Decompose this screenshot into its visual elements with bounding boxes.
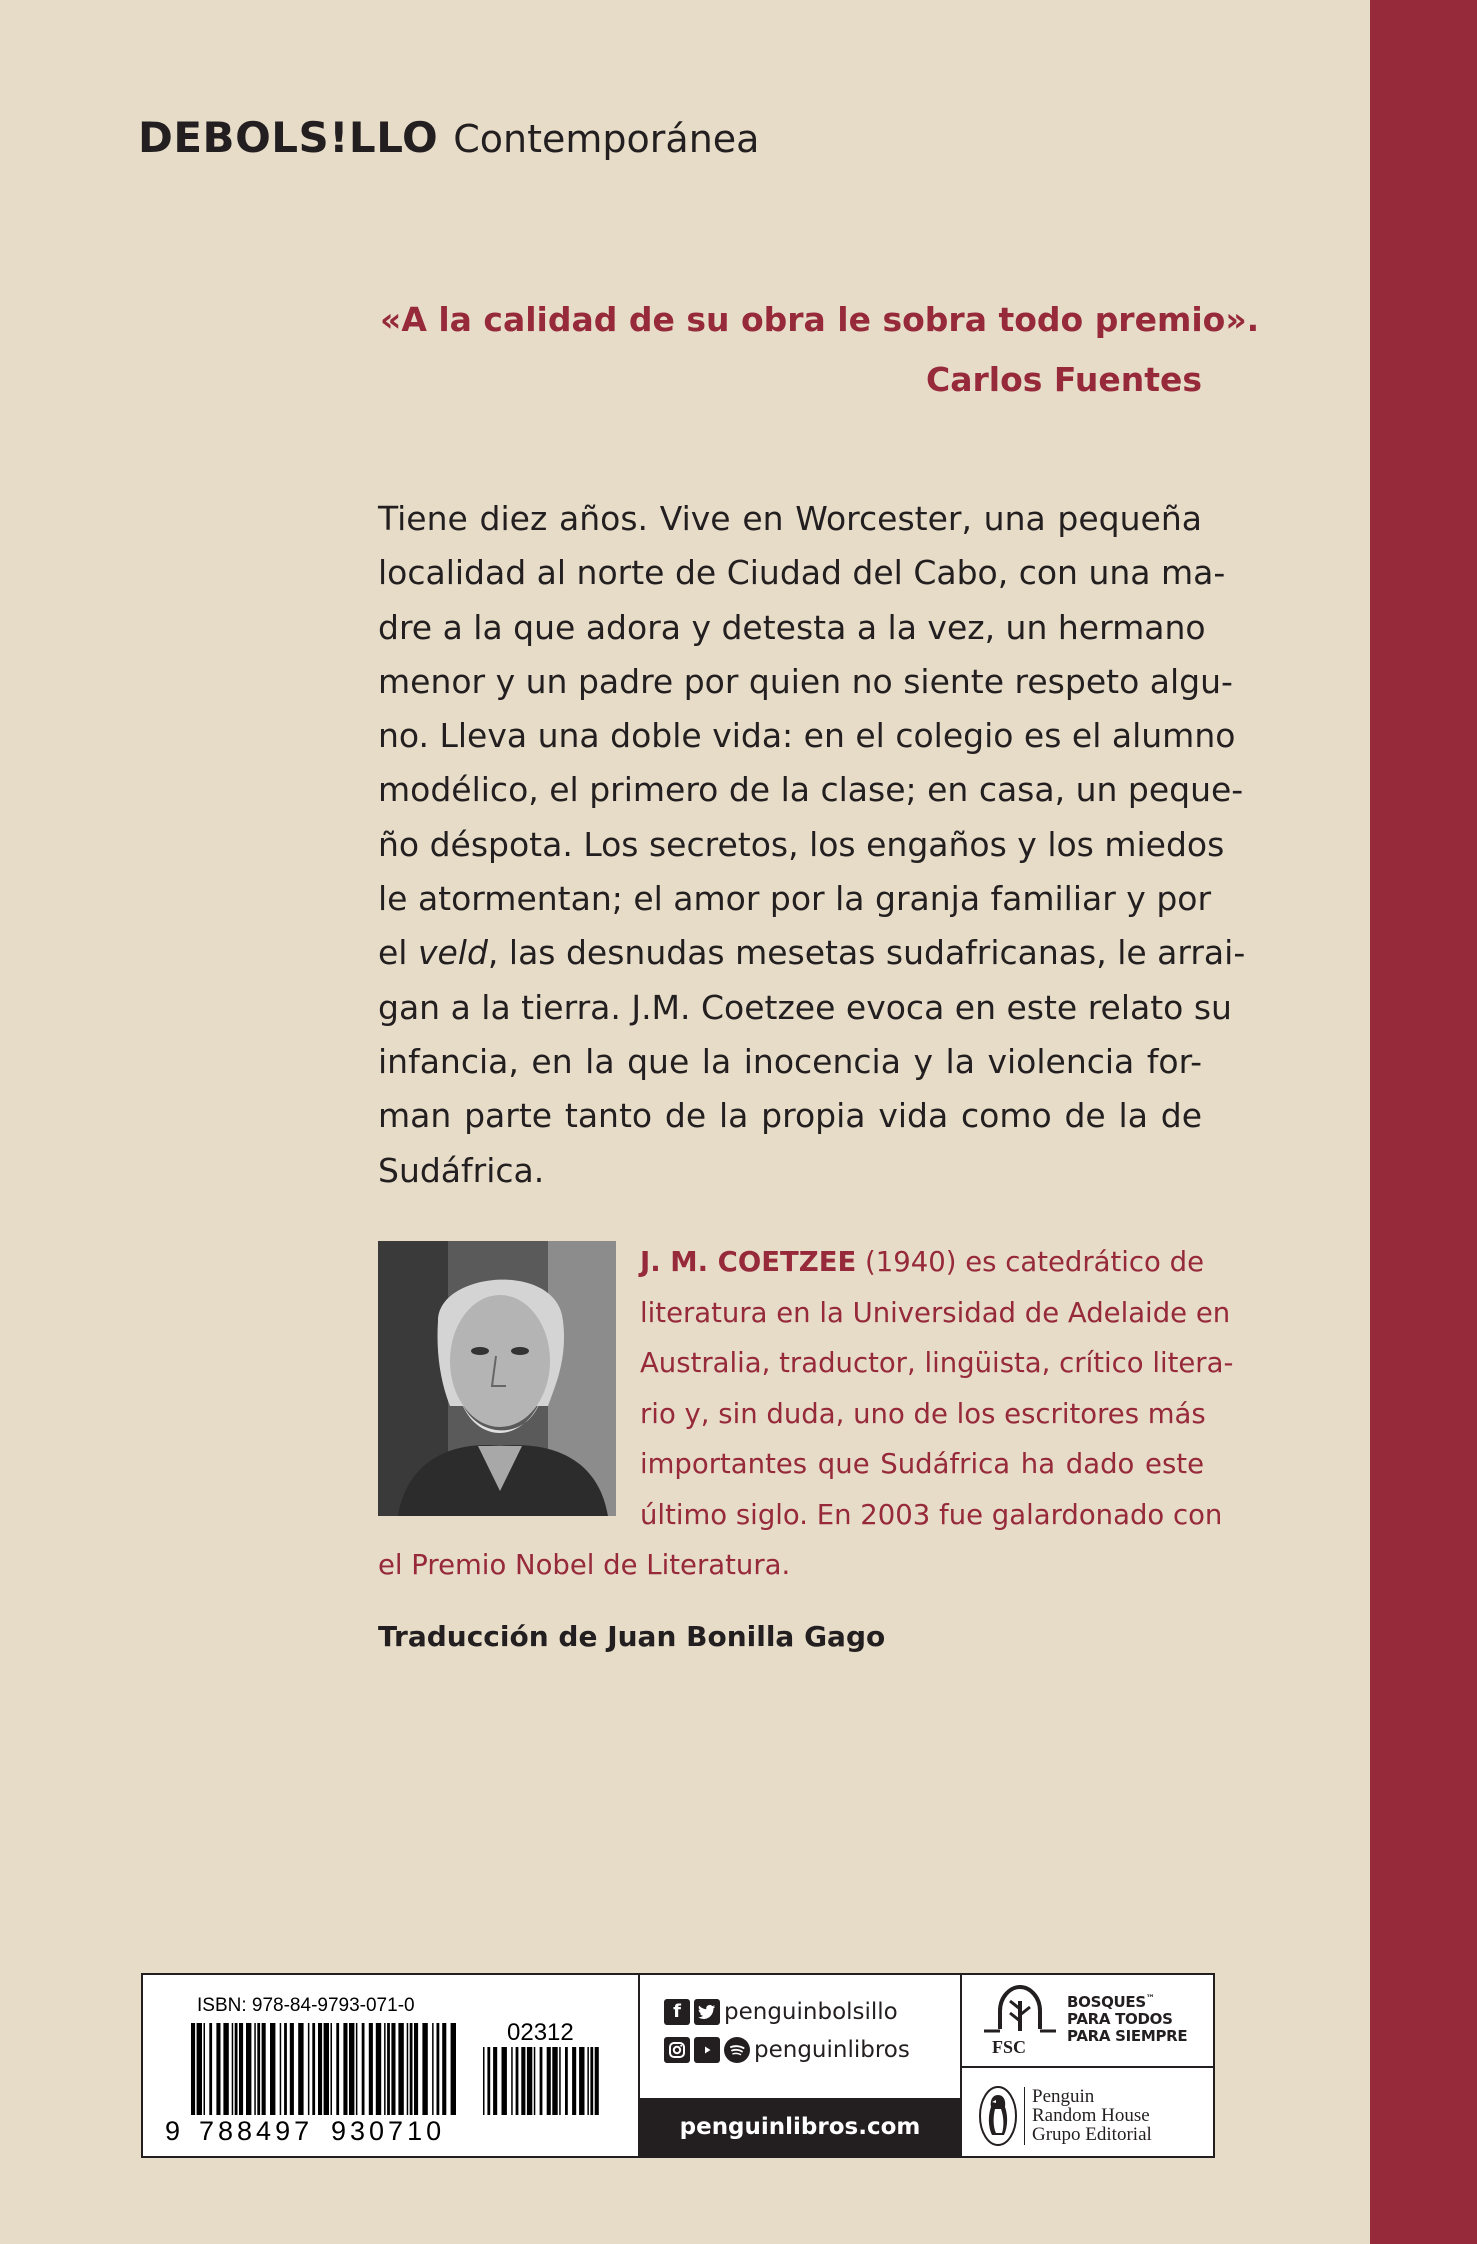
facebook-icon[interactable]: f xyxy=(664,1999,690,2025)
barcode-bar xyxy=(197,2023,202,2115)
synopsis-line: Sudáfrica. xyxy=(378,1150,545,1190)
bio-fragment: (1940) es catedrático de xyxy=(856,1246,1204,1278)
synopsis-line: man parte tanto de la propia vida como de la de xyxy=(378,1096,1202,1136)
fsc-slogan-line: BOSQUES xyxy=(1067,1993,1146,2011)
barcode-bar xyxy=(308,2023,310,2115)
author-bio xyxy=(378,1237,1234,1591)
barcode-bar xyxy=(235,2023,238,2115)
bio-line: último siglo. En 2003 fue galardonado con xyxy=(640,1498,1223,1531)
barcode-bar xyxy=(384,2023,386,2115)
barcode-bar xyxy=(270,2023,275,2115)
synopsis-line: gan a la tierra. J.M. Coetzee evoca en este relato su xyxy=(378,987,1232,1027)
barcode-bar xyxy=(572,2047,576,2115)
barcode-bar xyxy=(559,2047,561,2115)
barcode-bar xyxy=(502,2047,507,2115)
barcode-bar xyxy=(209,2023,212,2115)
twitter-icon[interactable] xyxy=(694,1999,720,2025)
synopsis-line: no. Lleva una doble vida: en el colegio es el alumno xyxy=(378,716,1236,756)
barcode-bar xyxy=(324,2023,329,2115)
barcode-bar xyxy=(239,2023,243,2115)
barcode-bar xyxy=(343,2023,347,2115)
barcode-digits-left: 788497 xyxy=(199,2116,314,2146)
barcode-bar xyxy=(547,2047,551,2115)
synopsis-line: ño déspota. Los secretos, los engaños y los miedos xyxy=(378,824,1225,864)
barcode-bar xyxy=(437,2023,440,2115)
bio-line xyxy=(640,1237,1204,1288)
synopsis-line: infancia, en la que la inocencia y la violencia for- xyxy=(378,1041,1202,1081)
publisher-name xyxy=(1032,2087,1152,2144)
barcode-bar xyxy=(232,2023,234,2115)
barcode-bar xyxy=(410,2023,413,2115)
youtube-icon[interactable] xyxy=(694,2037,720,2063)
translator-credit: Traducción de Juan Bonilla Gago xyxy=(378,1620,886,1653)
quote-text: «A la calidad de su obra le sobra todo premio». xyxy=(380,300,1260,339)
social-panel xyxy=(640,1975,962,2156)
barcode-bar xyxy=(511,2047,513,2115)
pull-quote xyxy=(380,290,1260,410)
barcode-bar xyxy=(254,2023,256,2115)
barcode-bar xyxy=(587,2047,589,2115)
social-handle-libros[interactable]: penguinlibros xyxy=(754,2037,910,2063)
author-name: J. M. COETZEE xyxy=(640,1246,857,1278)
back-cover-footer xyxy=(141,1973,1215,2158)
barcode-bar xyxy=(204,2023,206,2115)
barcode-bar xyxy=(391,2023,395,2115)
fsc-slogan xyxy=(1067,1991,1187,2045)
bio-line: literatura en la Universidad de Adelaide en xyxy=(640,1296,1231,1329)
barcode-bar xyxy=(191,2023,195,2115)
trademark-symbol: ™ xyxy=(1145,1994,1155,2004)
barcode-bar xyxy=(349,2023,354,2115)
barcode-panel xyxy=(143,1975,640,2156)
barcode-bar xyxy=(362,2023,365,2115)
barcode-bar xyxy=(516,2047,519,2115)
barcode-bar xyxy=(595,2047,599,2115)
barcode-bar xyxy=(356,2023,358,2115)
synopsis-line: modélico, el primero de la clase; en casa, un peque- xyxy=(378,770,1244,810)
barcode-bar xyxy=(223,2023,228,2115)
website-link[interactable]: penguinlibros.com xyxy=(640,2098,960,2156)
bio-line: importantes que Sudáfrica ha dado este xyxy=(640,1448,1204,1480)
publisher-divider xyxy=(1024,2087,1025,2145)
barcode-bar xyxy=(312,2023,315,2115)
certification-panel xyxy=(962,1975,1213,2156)
barcode-digits-right: 930710 xyxy=(331,2116,446,2146)
fsc-label: FSC xyxy=(992,2037,1027,2057)
series-header xyxy=(138,113,759,172)
barcode-digit-first: 9 xyxy=(165,2116,185,2146)
barcode-bar xyxy=(257,2023,260,2115)
barcode-bar xyxy=(442,2023,446,2115)
barcode-bar xyxy=(369,2023,373,2115)
social-row-libros xyxy=(664,2037,910,2063)
barcode-bar xyxy=(432,2023,434,2115)
barcode-bar xyxy=(331,2023,333,2115)
book-synopsis xyxy=(378,492,1246,1198)
publisher-logo: DEBOLS!LLO xyxy=(138,113,439,162)
synopsis-italic-word: veld xyxy=(417,933,488,973)
synopsis-line: menor y un padre por quien no siente respeto algu- xyxy=(378,661,1233,701)
publisher-line: Grupo Editorial xyxy=(1032,2124,1152,2145)
barcode-bar xyxy=(487,2047,490,2115)
barcode-bar xyxy=(565,2047,568,2115)
spine-stripe xyxy=(1370,0,1477,2244)
barcode-bar xyxy=(376,2023,381,2115)
synopsis-line: dre a la que adora y detesta a la vez, un hermano xyxy=(378,607,1206,647)
isbn-label: ISBN: 978-84-9793-071-0 xyxy=(197,1995,415,2016)
barcode-bar xyxy=(246,2023,251,2115)
fsc-slogan-line: PARA SIEMPRE xyxy=(1067,2027,1188,2045)
barcode-bar xyxy=(336,2023,339,2115)
barcode-bar xyxy=(262,2023,266,2115)
barcode-bar xyxy=(422,2023,427,2115)
barcode-bar xyxy=(579,2047,584,2115)
synopsis-line: Tiene diez años. Vive en Worcester, una pequeña xyxy=(378,499,1202,538)
publisher-line: Penguin xyxy=(1032,2086,1095,2107)
bio-line: el Premio Nobel de Literatura. xyxy=(378,1549,791,1581)
social-handle-bolsillo[interactable]: penguinbolsillo xyxy=(724,1999,898,2025)
fsc-block xyxy=(962,1975,1213,2068)
barcode-bar xyxy=(216,2023,220,2115)
spotify-icon[interactable] xyxy=(724,2037,750,2063)
social-row-bolsillo xyxy=(664,1999,898,2025)
barcode-bar xyxy=(284,2023,287,2115)
barcode-bar xyxy=(318,2023,322,2115)
barcode-bar xyxy=(540,2047,543,2115)
barcode-bar xyxy=(590,2047,593,2115)
barcode-bar xyxy=(387,2023,390,2115)
synopsis-fragment: el xyxy=(378,933,418,973)
barcode-bar xyxy=(527,2047,532,2115)
fsc-tree-icon xyxy=(980,1981,1060,2043)
bio-line: rio y, sin duda, uno de los escritores más xyxy=(640,1397,1206,1430)
fsc-slogan-line: PARA TODOS xyxy=(1067,2010,1173,2028)
penguin-logo-icon xyxy=(978,2085,1018,2147)
barcode-bar xyxy=(483,2047,485,2115)
barcode-bar xyxy=(414,2023,418,2115)
synopsis-fragment: , las desnudas mesetas sudafricanas, le arrai- xyxy=(487,933,1246,973)
barcode-bar xyxy=(280,2023,282,2115)
publisher-line: Random House xyxy=(1032,2105,1150,2126)
barcode-bar xyxy=(493,2047,497,2115)
synopsis-line: localidad al norte de Ciudad del Cabo, con una ma- xyxy=(378,553,1226,593)
barcode-bar xyxy=(552,2047,557,2115)
barcode-bar xyxy=(290,2023,294,2115)
bio-line: Australia, traductor, lingüista, crítico litera- xyxy=(640,1347,1234,1379)
barcode-bar xyxy=(407,2023,409,2115)
instagram-icon[interactable] xyxy=(664,2037,690,2063)
barcode-bar xyxy=(398,2023,403,2115)
barcode-bar xyxy=(534,2047,536,2115)
synopsis-line xyxy=(378,926,1246,980)
price-code: 02312 xyxy=(507,2019,574,2046)
barcode-bar xyxy=(451,2023,456,2115)
barcode-bar xyxy=(521,2047,525,2115)
series-name: Contemporánea xyxy=(453,117,760,161)
quote-author: Carlos Fuentes xyxy=(926,360,1202,399)
synopsis-line: le atormentan; el amor por la granja familiar y por xyxy=(378,879,1212,919)
barcode-bar xyxy=(298,2023,303,2115)
